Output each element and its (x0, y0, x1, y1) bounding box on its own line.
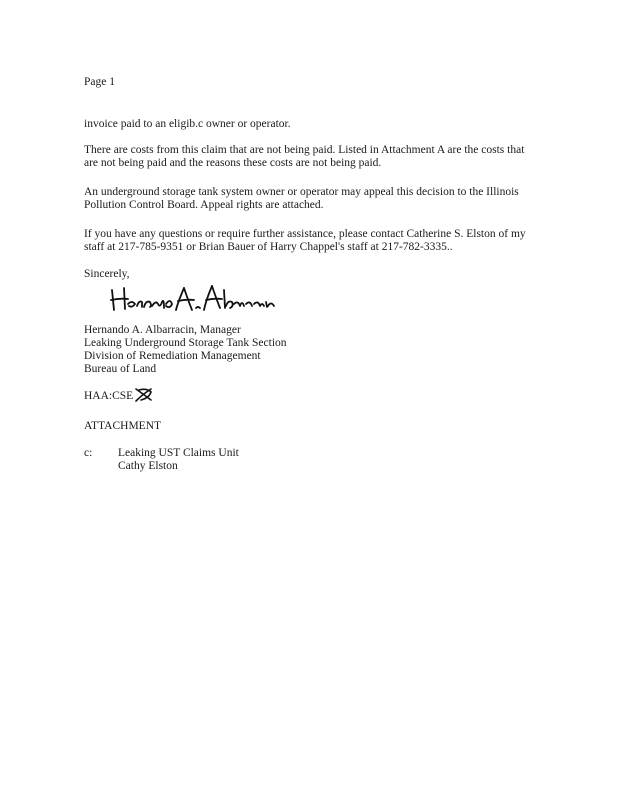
attachment-label: ATTACHMENT (84, 420, 162, 432)
paragraph-invoice (84, 118, 554, 131)
handwritten-initials-mark (133, 386, 155, 404)
paragraph-appeal (84, 186, 554, 212)
signer-name-title: Hernando A. Albarracin, Manager (84, 324, 241, 336)
paragraph-line: are not being paid and the reasons these costs are not being paid. (84, 157, 382, 169)
paragraph-line: If you have any questions or require further assistance, please contact Catherine S. Elston of my (84, 228, 526, 240)
handwritten-signature (108, 282, 278, 318)
paragraph-line: invoice paid to an eligib.c owner or operator. (84, 118, 291, 130)
paragraph-line: staff at 217-785-9351 or Brian Bauer of Harry Chappel's staff at 217-782-3335.. (84, 241, 453, 253)
cc-recipient: Cathy Elston (118, 460, 178, 472)
cc-recipient: Leaking UST Claims Unit (118, 447, 239, 459)
signature-block (84, 324, 287, 376)
paragraph-costs (84, 144, 554, 170)
initials-text: HAA:CSE (84, 390, 134, 402)
cc-label: c: (84, 447, 93, 459)
paragraph-line: Pollution Control Board. Appeal rights are attached. (84, 199, 324, 211)
paragraph-line: There are costs from this claim that are not being paid. Listed in Attachment A are the costs that (84, 144, 525, 156)
signer-section: Leaking Underground Storage Tank Section (84, 337, 287, 349)
reference-initials (84, 390, 133, 403)
paragraph-line: An underground storage tank system owner or operator may appeal this decision to the Illinois (84, 186, 519, 198)
signer-division: Division of Remediation Management (84, 350, 261, 362)
paragraph-contact (84, 228, 554, 254)
cc-recipients (118, 447, 239, 473)
signer-bureau: Bureau of Land (84, 363, 157, 375)
page-number: Page 1 (84, 76, 115, 88)
closing-salutation: Sincerely, (84, 268, 130, 280)
